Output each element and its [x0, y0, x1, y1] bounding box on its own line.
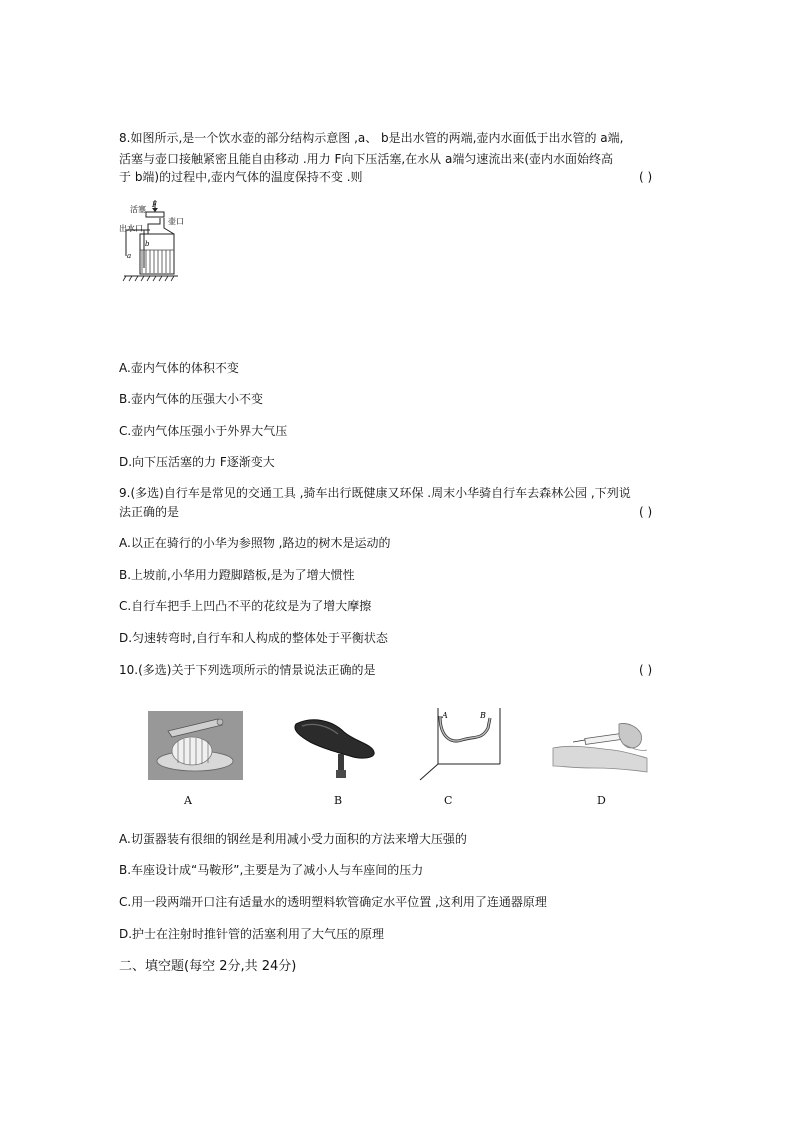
q8-option-b: B.壶内气体的压强大小不变 — [119, 392, 264, 406]
q9-option-c: C.自行车把手上凹凸不平的花纹是为了增大摩擦 — [119, 599, 372, 613]
q8-label-mouth: 壶口 — [168, 217, 184, 226]
q8-option-c: C.壶内气体压强小于外界大气压 — [119, 424, 288, 438]
q10-figure-c-plastic-tube — [416, 706, 502, 782]
q9-option-d: D.匀速转弯时,自行车和人构成的整体处于平衡状态 — [119, 631, 388, 645]
q10-caption-a: A — [184, 794, 192, 807]
q8-answer-blank: ( ) — [639, 170, 653, 184]
q10-figure-d-injection — [553, 718, 647, 780]
q8-kettle-diagram — [118, 198, 184, 284]
q8-label-a: a — [127, 252, 132, 260]
q10-option-a: A.切蛋器装有很细的钢丝是利用减小受力面积的方法来增大压强的 — [119, 832, 467, 846]
q8-label-force: F — [152, 201, 157, 209]
q9-answer-blank: ( ) — [639, 505, 653, 519]
q10-tube-label-a: A — [442, 711, 448, 720]
q10-figure-a-egg-slicer — [148, 711, 243, 780]
q8-stem-line-1: 8.如图所示,是一个饮水壶的部分结构示意图 ,a、 b是出水管的两端,壶内水面低于出水管的 a端, — [119, 131, 624, 145]
q10-figure-b-bike-saddle — [292, 714, 378, 780]
q8-label-b: b — [145, 240, 150, 248]
q10-option-c: C.用一段两端开口注有适量水的透明塑料软管确定水平位置 ,这利用了连通器原理 — [119, 895, 547, 909]
q9-option-a: A.以正在骑行的小华为参照物 ,路边的树木是运动的 — [119, 536, 391, 550]
q8-option-a: A.壶内气体的体积不变 — [119, 361, 239, 375]
q10-option-d: D.护士在注射时推针管的活塞利用了大气压的原理 — [119, 927, 385, 941]
q10-caption-b: B — [334, 794, 343, 807]
q8-label-piston: 活塞 — [130, 205, 146, 214]
q10-option-b: B.车座设计成“马鞍形”,主要是为了减小人与车座间的压力 — [119, 863, 424, 877]
q10-tube-label-b: B — [480, 711, 486, 720]
q10-caption-d: D — [597, 794, 606, 807]
q10-answer-blank: ( ) — [639, 663, 653, 677]
q10-stem: 10.(多选)关于下列选项所示的情景说法正确的是 — [119, 663, 376, 677]
section-2-heading: 二、填空题(每空 2分,共 24分) — [119, 959, 297, 974]
q8-option-d: D.向下压活塞的力 F逐渐变大 — [119, 455, 275, 469]
q9-stem-line-1: 9.(多选)自行车是常见的交通工具 ,骑车出行既健康又环保 .周末小华骑自行车去森林公园 ,下列说 — [119, 486, 631, 500]
q8-stem-line-3: 于 b端)的过程中,壶内气体的温度保持不变 .则 — [119, 170, 363, 184]
q8-stem-line-2: 活塞与壶口接触紧密且能自由移动 .用力 F向下压活塞,在水从 a端匀速流出来(壶内水面始终高 — [119, 152, 614, 166]
q9-option-b: B.上坡前,小华用力蹬脚踏板,是为了增大惯性 — [119, 568, 355, 582]
q8-label-outlet: 出水口 — [119, 224, 143, 233]
q10-caption-c: C — [444, 794, 453, 807]
q9-stem-line-2: 法正确的是 — [119, 505, 180, 519]
